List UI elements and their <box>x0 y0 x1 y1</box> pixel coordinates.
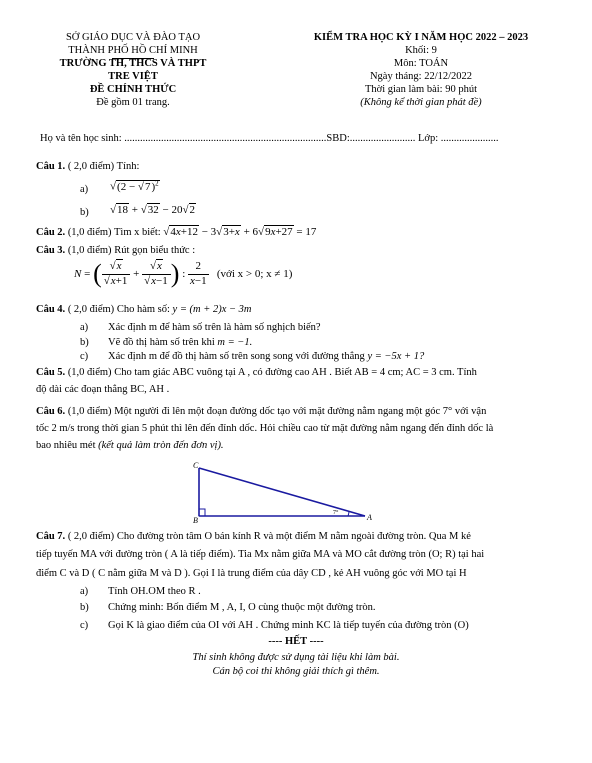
q7-a-label: a) <box>80 586 89 597</box>
q1-label: Câu 1. <box>36 161 66 172</box>
q4-a-text: Xác định m để hàm số trên là hàm số nghịch biến? <box>108 322 321 333</box>
divider <box>112 58 154 59</box>
q4-c-line: y = −5x + 1? <box>367 351 425 362</box>
q3-text: Rút gọn biểu thức : <box>114 245 196 256</box>
q7-b-label: b) <box>80 602 89 613</box>
point-c-label: C <box>193 461 199 470</box>
q4-points: ( 2,0 điểm) <box>67 304 115 315</box>
q5-line1 <box>36 366 576 379</box>
page-count: Đề gồm 01 trang. <box>96 97 170 108</box>
header-right <box>262 31 580 109</box>
q4-b-label: b) <box>80 337 89 348</box>
q6-line3 <box>36 439 224 452</box>
q7-b-text: Chứng minh: Bốn điểm M , A, I, O cùng thuộc một đường tròn. <box>108 602 376 613</box>
student-info-line: Họ và tên học sinh: .............................................................................SBD:......................... Lớp: ...................... <box>40 133 499 144</box>
q6-text1: Một người đi lên một đoạn đường dốc tạo với mặt đường nằm ngang một góc 7° với vận <box>114 406 487 417</box>
q5-label: Câu 5. <box>36 367 66 378</box>
q6-line3a: bao nhiêu mét <box>36 440 96 451</box>
q5-text1: Cho tam giác ABC vuông tại A , có đường cao AH . Biết AB = 4 cm; AC = 3 cm. Tính <box>114 367 477 378</box>
q2-label: Câu 2. <box>36 227 66 238</box>
q3-label: Câu 3. <box>36 245 66 256</box>
q3-condition: (với x > 0; x ≠ 1) <box>216 267 293 280</box>
q4-c <box>108 350 424 363</box>
q3-heading <box>36 244 195 257</box>
point-b-label: B <box>193 516 198 525</box>
q6-points: (1,0 điểm) <box>67 406 112 417</box>
q7-line2: tiếp tuyến MA với đường tròn ( A là tiếp điểm). Tia Mx nằm giữa MA và MO cắt đường tròn (O; R) tại hai <box>36 549 485 560</box>
q7-c-text: Gọi K là giao điểm của OI với AH . Chứng minh KC là tiếp tuyến của đường tròn (O) <box>108 620 469 631</box>
q7-line3: điểm C và D ( C nằm giữa M và D ). Gọi I là trung điểm của dây CD , kẻ AH vuông góc với MO tại H <box>36 568 467 579</box>
footer-note-2: Cán bộ coi thi không giải thích gì thêm. <box>212 666 380 677</box>
q1-text: Tính: <box>116 161 140 172</box>
grade: Khối: 9 <box>405 45 437 56</box>
q1-b-label: b) <box>80 207 89 218</box>
q6-line3b: (kết quả làm tròn đến đơn vị). <box>98 440 224 451</box>
q3-expr: N = ( $\frac{√x}{√x+1}$ + $\frac{√x}{√x-1}$ ) : $\frac{2}{x-1}$ (với x > 0; x ≠ 1) <box>74 259 293 288</box>
q1-points: ( 2,0 điểm) <box>67 161 115 172</box>
q4-b-value: m = −1. <box>217 337 253 348</box>
school-name-2: TRE VIỆT <box>108 71 158 82</box>
q7-label: Câu 7. <box>36 531 66 542</box>
q4-b-text: Vẽ đồ thị hàm số trên khi <box>108 337 215 348</box>
q1-a-label: a) <box>80 184 89 195</box>
q4-function: y = (m + 2)x − 3m <box>172 304 252 315</box>
subject: Môn: TOÁN <box>393 58 449 69</box>
q4-b <box>108 336 252 349</box>
q4-label: Câu 4. <box>36 304 66 315</box>
right-angle-mark <box>199 509 205 516</box>
q6-label: Câu 6. <box>36 406 66 417</box>
q4-c-text: Xác định m để đồ thị hàm số trên song song với đường thẳng <box>108 351 365 362</box>
q1-a-expr: $√(2 - √7)^2$ <box>110 179 159 193</box>
q7-text1: Cho đường tròn tâm O bán kính R và một điểm M nằm ngoài đường tròn. Qua M kẻ <box>116 531 471 542</box>
school-name: TRƯỜNG TH, THCS VÀ THPT <box>59 58 207 69</box>
q5-points: (1,0 điểm) <box>67 367 112 378</box>
q2-expr: √4x+12 − 3√3+x + 6√9x+27 = 17 <box>163 226 317 238</box>
side-ca <box>199 468 365 516</box>
q4-text: Cho hàm số: <box>116 304 170 315</box>
q1-heading <box>36 160 139 173</box>
city-name: THÀNH PHỐ HỒ CHÍ MINH <box>68 45 198 56</box>
q2-points: (1,0 điểm) <box>67 227 112 238</box>
angle-label: 7° <box>333 510 339 516</box>
dept-name: SỞ GIÁO DỤC VÀ ĐÀO TẠO <box>65 32 201 43</box>
exam-date: Ngày tháng: 22/12/2022 <box>369 71 473 82</box>
header-left <box>18 31 248 109</box>
q6-line1 <box>36 405 486 418</box>
q4-heading <box>36 303 252 316</box>
q7-c-label: c) <box>80 620 89 631</box>
q7-a-text: Tính OH.OM theo R . <box>108 586 201 597</box>
duration: Thời gian làm bài: 90 phút <box>365 84 477 95</box>
end-marker: ---- HẾT ---- <box>268 636 324 647</box>
q5-line2: độ dài các đoạn thẳng BC, AH . <box>36 384 170 395</box>
q2-line <box>36 226 316 240</box>
point-a-label: A <box>367 513 372 522</box>
duration-note: (Không kể thời gian phát đề) <box>360 97 482 108</box>
q4-c-label: c) <box>80 351 89 362</box>
q6-line2: tốc 2 m/s trong thời gian 5 phút thì lên đến đỉnh dốc. Hỏi chiều cao từ mặt đường nằm ngang đến đỉnh dốc là <box>36 423 494 434</box>
q2-text: Tìm x biết: <box>114 227 161 238</box>
q3-points: (1,0 điểm) <box>67 245 112 256</box>
q4-a-label: a) <box>80 322 89 333</box>
official-label: ĐỀ CHÍNH THỨC <box>89 84 177 95</box>
q1-b-expr: √18 + √32 − 20√2 <box>110 204 196 216</box>
q7-points: ( 2,0 điểm) <box>67 531 115 542</box>
q7-line1 <box>36 530 471 543</box>
exam-title: KIỂM TRA HỌC KỲ I NĂM HỌC 2022 – 2023 <box>313 32 529 43</box>
q6-triangle-figure <box>185 458 375 528</box>
footer-note-1: Thí sinh không được sử dụng tài liệu khi làm bài. <box>192 652 400 663</box>
